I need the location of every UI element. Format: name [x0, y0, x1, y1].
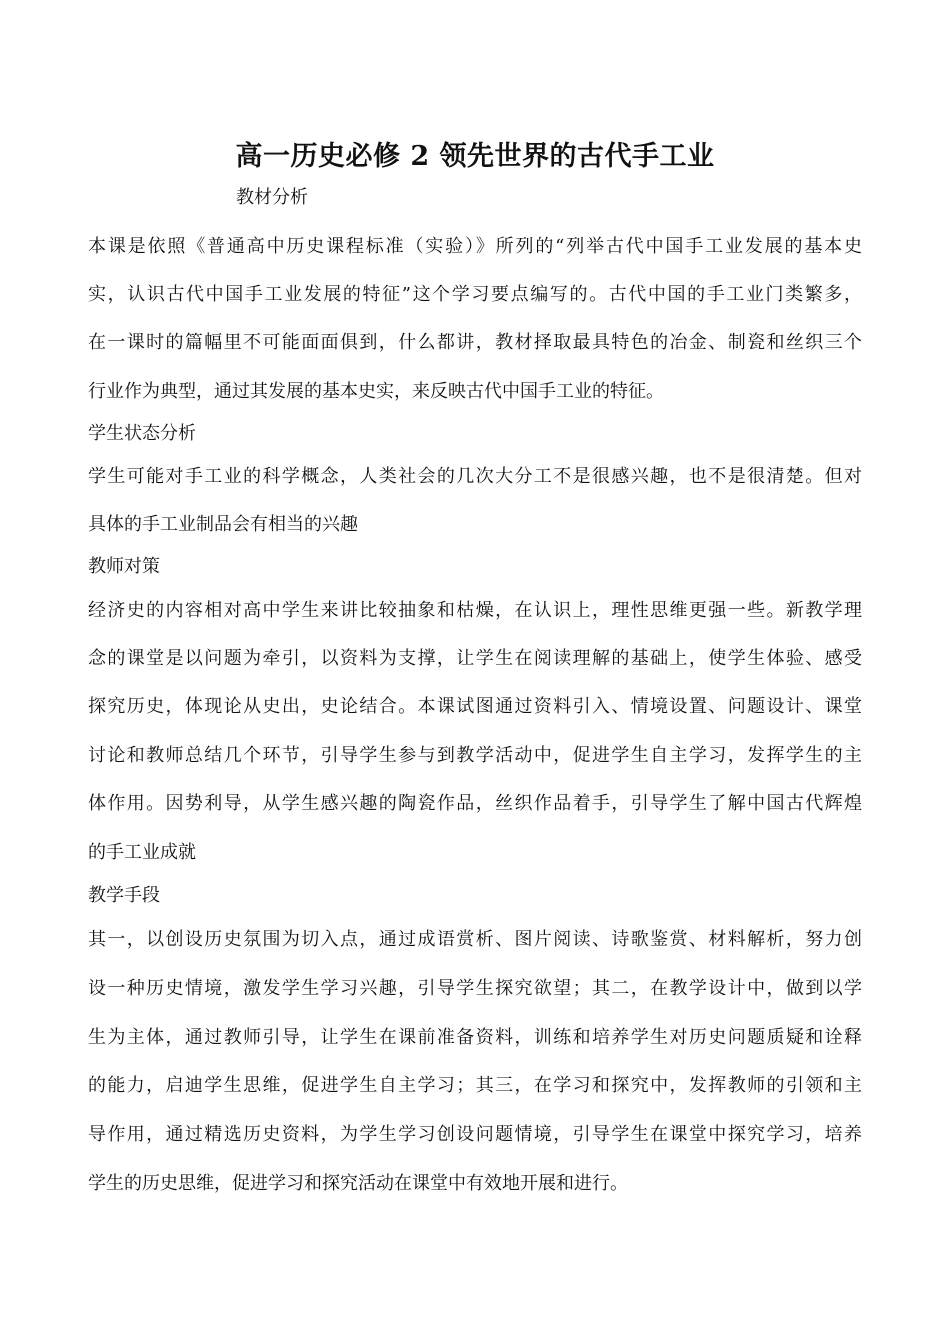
- paragraph-line: 讨论和教师总结几个环节，引导学生参与到教学活动中，促进学生自主学习，发挥学生的主: [88, 745, 862, 766]
- paragraph-line: 在一课时的篇幅里不可能面面俱到，什么都讲，教材择取最具特色的冶金、制瓷和丝织三个: [88, 332, 862, 353]
- paragraph-line: 具体的手工业制品会有相当的兴趣: [88, 514, 358, 535]
- paragraph-line: 探究历史，体现论从史出，史论结合。本课试图通过资料引入、情境设置、问题设计、课堂: [88, 696, 862, 717]
- paragraph-line: 念的课堂是以问题为牵引，以资料为支撑，让学生在阅读理解的基础上，使学生体验、感受: [88, 648, 862, 669]
- paragraph-line: 导作用，通过精选历史资料，为学生学习创设问题情境，引导学生在课堂中探究学习，培养: [88, 1124, 862, 1145]
- paragraph-line: 学生可能对手工业的科学概念，人类社会的几次大分工不是很感兴趣，也不是很清楚。但对: [88, 466, 862, 487]
- paragraph-line: 经济史的内容相对高中学生来讲比较抽象和枯燥，在认识上，理性思维更强一些。新教学理: [88, 600, 862, 621]
- section-heading-teaching-methods: 教学手段: [88, 885, 160, 906]
- paragraph-line: 行业作为典型，通过其发展的基本史实，来反映古代中国手工业的特征。: [88, 381, 664, 402]
- document-title: 高一历史必修 2 领先世界的古代手工业: [235, 141, 715, 172]
- section-heading-textbook-analysis: 教材分析: [236, 187, 308, 208]
- paragraph-line: 本课是依照《普通高中历史课程标准（实验）》所列的“列举古代中国手工业发展的基本史: [88, 236, 862, 257]
- paragraph-line: 设一种历史情境，激发学生学习兴趣，引导学生探究欲望；其二，在教学设计中，做到以学: [88, 978, 862, 999]
- paragraph-line: 其一，以创设历史氛围为切入点，通过成语赏析、图片阅读、诗歌鉴赏、材料解析，努力创: [88, 929, 862, 950]
- paragraph-line: 的手工业成就: [88, 842, 196, 863]
- paragraph-line: 体作用。因势利导，从学生感兴趣的陶瓷作品，丝织作品着手，引导学生了解中国古代辉煌: [88, 793, 862, 814]
- section-heading-teacher-strategy: 教师对策: [88, 556, 160, 577]
- paragraph-line: 生为主体，通过教师引导，让学生在课前准备资料，训练和培养学生对历史问题质疑和诠释: [88, 1027, 862, 1048]
- paragraph-line: 的能力，启迪学生思维，促进学生自主学习；其三，在学习和探究中，发挥教师的引领和主: [88, 1075, 862, 1096]
- section-heading-student-analysis: 学生状态分析: [88, 423, 196, 444]
- paragraph-line: 学生的历史思维，促进学习和探究活动在课堂中有效地开展和进行。: [88, 1173, 628, 1194]
- paragraph-line: 实，认识古代中国手工业发展的特征”这个学习要点编写的。古代中国的手工业门类繁多，: [88, 284, 862, 305]
